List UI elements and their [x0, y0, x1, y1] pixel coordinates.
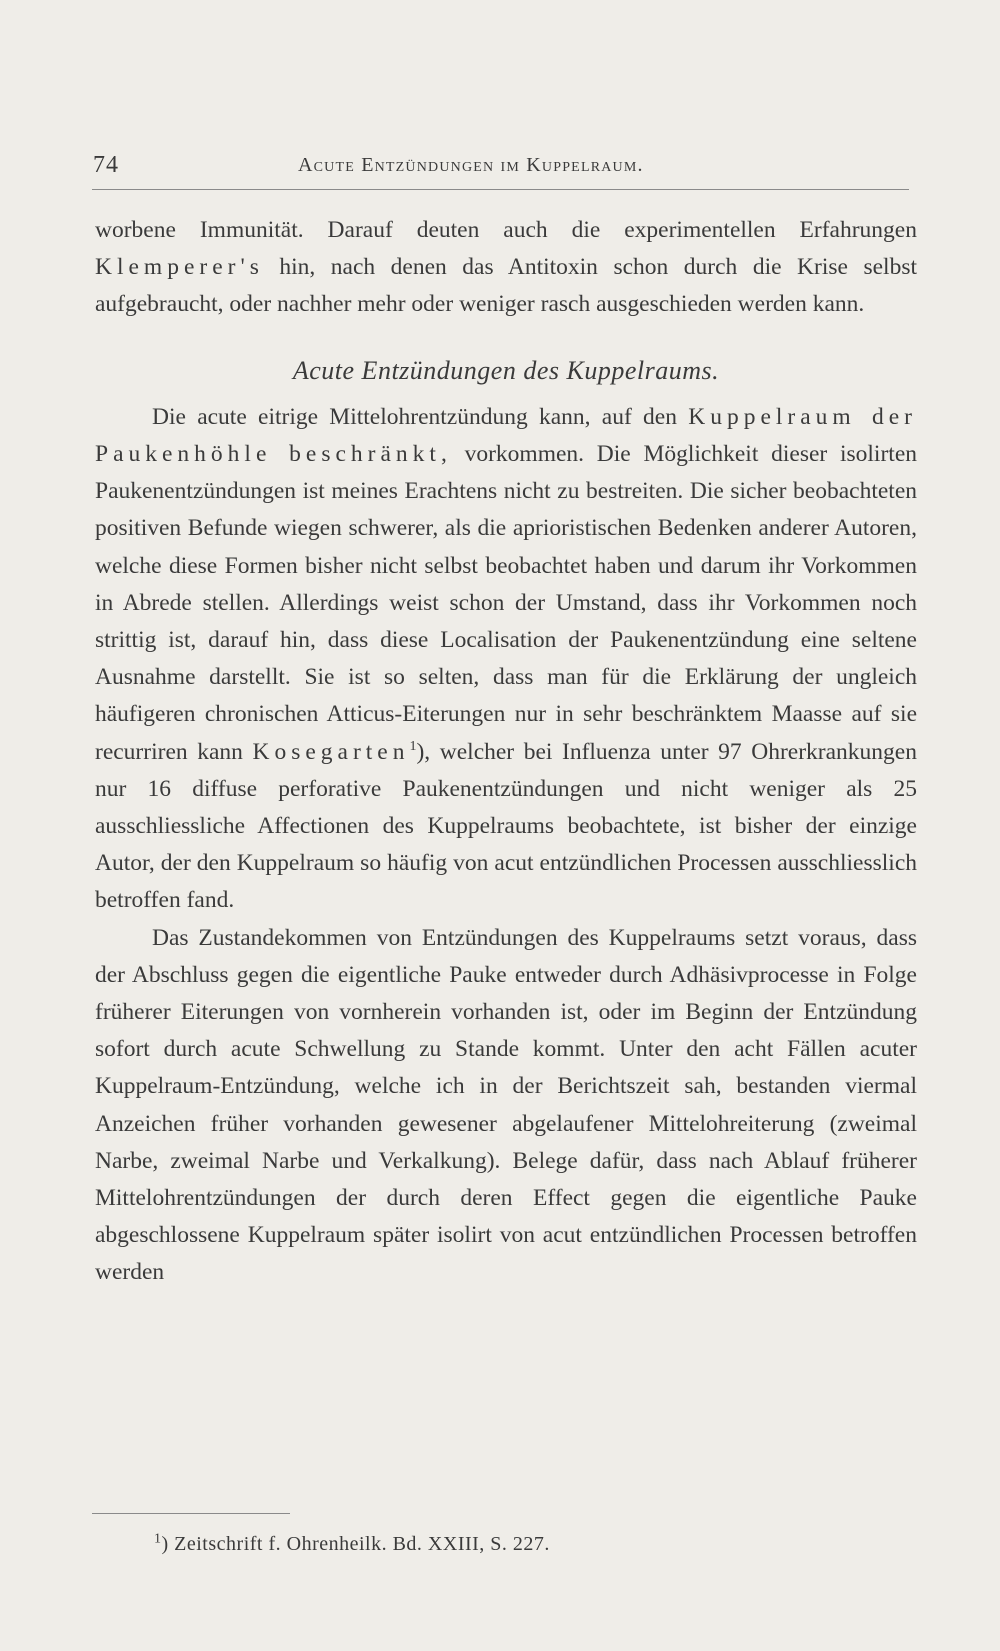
author-name-kosegarten: Kosegarten — [252, 738, 410, 765]
paragraph-3: Das Zustandekommen von Entzündungen des Kuppelraums setzt voraus, dass der Abschluss gegen die eigentliche Pauke entweder durch Adhäsivprocesse in Folge früherer Eiterungen von vornherein vorhanden ist, oder im Beginn der Entzündung sofort durch acute Schwellung zu Stande kommt. Unter den acht Fällen acuter Kuppelraum-Entzündung, welche ich in der Berichtszeit sah, bestanden viermal Anzeichen früher vorhanden gewesener abgelaufener Mittelohreiterung (zweimal Narbe, zweimal Narbe und Verkalkung). Belege dafür, dass nach Ablauf früherer Mittelohrentzündungen der durch deren Effect gegen die eigentliche Pauke abgeschlossene Kuppelraum später isolirt von acut entzündlichen Processen betroffen werden — [95, 924, 917, 1286]
paragraph-2: Die acute eitrige Mittelohrentzündung kann, auf den Kuppelraum der Paukenhöhle beschränkt, vorkommen. Die Möglichkeit dieser isolirten Paukenentzündungen ist meines Erachtens nicht zu bestreiten. Die sicher beobachteten positiven Befunde wiegen schwerer, als die aprioristischen Bedenken anderer Autoren, welche diese Formen bisher nicht selbst beobachtet haben und darum ihr Vorkommen in Abrede stellen. Allerdings weist schon der Umstand, dass ihr Vorkommen noch strittig ist, darauf hin, dass diese Localisation der Paukenentzündung eine seltene Ausnahme darstellt. Sie ist so selten, dass man für die Erklärung der ungleich häufigeren chronischen Atticus-Eiterungen nur in sehr beschränktem Maasse auf sie recurriren kann Kosegarten$^1$), welcher bei Influenza unter 97 Ohrerkrankungen nur 16 diffuse perforative Paukenentzündungen und nicht weniger als 25 ausschliessliche Affectionen des Kuppelraums beobachtete, ist bisher der einzige Autor, der den Kuppelraum so häufig von acut entzündlichen Processen ausschliesslich betroffen fand. — [95, 403, 918, 914]
body-text — [95, 212, 917, 1292]
page-header — [93, 152, 908, 192]
emphasis-kuppelraum: Kuppelraum der Paukenhöhle beschränkt, — [95, 403, 917, 468]
running-head: Acute Entzündungen im Kuppelraum. — [298, 154, 644, 176]
header-rule — [92, 189, 909, 190]
footnote-number: 1 — [154, 1531, 162, 1547]
footnote — [154, 1533, 550, 1556]
paragraph-1: worbene Immunität. Darauf deuten auch die experimentellen Erfahrungen Klemperer's hin, nach denen das Antitoxin schon durch die Krise selbst aufgebraucht, oder nachher mehr oder weniger rasch ausgeschieden werden kann. — [95, 217, 917, 318]
section-heading: Acute Entzündungen des Kuppelraums. — [292, 355, 720, 385]
footnote-rule — [92, 1513, 290, 1514]
footnote-text: ) Zeitschrift f. Ohrenheilk. Bd. XXIII, S. 227. — [161, 1533, 550, 1555]
footnote-marker: 1 — [409, 738, 417, 754]
page-number: 74 — [93, 152, 119, 178]
author-name-klemperer: Klemperer's — [95, 254, 264, 281]
